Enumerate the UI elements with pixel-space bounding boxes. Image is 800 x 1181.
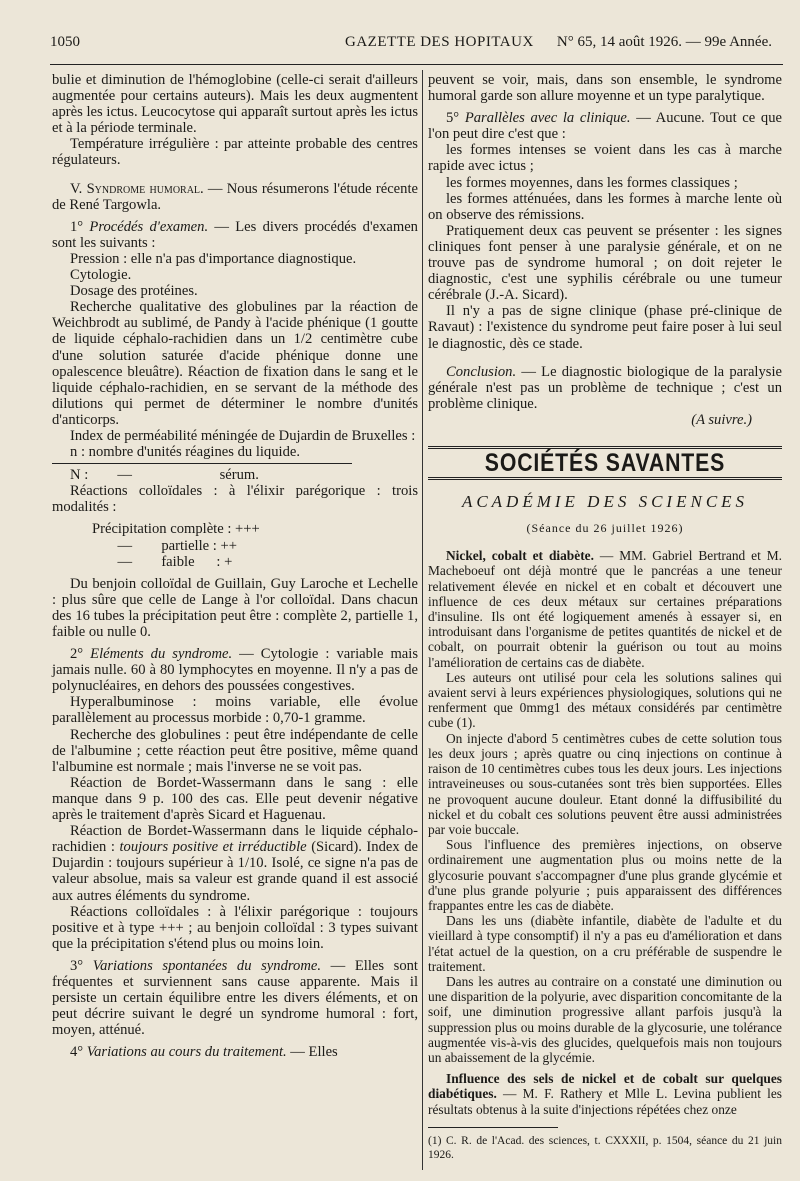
to-be-continued: (A suivre.) <box>691 411 752 428</box>
paragraph: Réactions colloïdales : à l'élixir parégorique : trois modalités : <box>52 483 418 516</box>
subsection-text: — Elles sont fréquentes et surviennent sans cause apparente. Mais il persiste un certain équilibre entre les divers éléments, et on peut décrire suivant le degré un syndrome humoral : fort, moyen, atténué. <box>52 957 418 1039</box>
right-column <box>428 72 783 1161</box>
header-rule <box>50 64 783 65</box>
subsection-text: — Cytologie : variable mais jamais nulle. 60 à 80 lymphocytes en moyenne. Il n'y a pas de polynucléaires, en dehors des poussées congestives. <box>52 646 419 695</box>
paragraph: Du benjoin colloïdal de Guillain, Guy Laroche et Lechelle : plus sûre que celle de Lange à l'or colloïdal. Dans chacun des 16 tubes la précipitation peut être : complète 2, partielle 1, faible ou nulle 0. <box>52 575 418 640</box>
report-text: — MM. Gabriel Bertrand et M. Macheboeuf ont déjà montré que le pancréas a une teneur relativement élevée en nickel et en cobalt et découvert une influence de ces deux métaux sur certaines préparations d'insuline. Ils ont été logiquement amenés à essayer si, en introduisant dans l'organisme de petites quantités de nickel et de cobalt, on pourrait obtenir la guérison ou tout au moins l'amélioration de certains cas de diabète. <box>428 548 782 670</box>
paragraph: On injecte d'abord 5 centimètres cubes de cette solution tous les deux jours ; après quatre ou cinq injections on continue à raison de 10 centimètres cubes tous les deux jours. Les injections intraveineuses ou sous-cutanées sont très bien supportées. Elles ne provoquent aucune douleur. Etant donné la diffusibilité du nickel et du cobalt ces solutions peuvent être aussi administrées par voie buccale. <box>428 730 782 837</box>
subsection-text: — Aucune. Tout ce que l'on peut dire c'est que : <box>428 110 783 143</box>
conclusion <box>428 364 782 412</box>
precipitation-row: — partielle : ++ <box>92 537 237 554</box>
subsection-number: 2° <box>70 646 84 663</box>
paragraph: Index de perméabilité méningée de Dujardin de Bruxelles : <box>70 427 416 444</box>
report-body <box>428 548 782 1162</box>
subsection-heading <box>52 219 418 251</box>
paragraph: Hyperalbuminose : moins variable, elle évolue parallèlement au processus morbide : 0,70-1 gramme. <box>52 694 418 727</box>
subsection-heading <box>52 646 418 694</box>
paragraph: Dans les uns (diabète infantile, diabète de l'adulte et du vieillard à type consomptif) il n'y a pas eu d'amélioration et dans l'état actuel de la question, on a cru préférable de suspendre le traitement. <box>428 913 782 974</box>
section-heading <box>52 181 418 213</box>
page-header <box>50 34 780 58</box>
paragraph: les formes atténuées, dans les formes à marche lente où on observe des rémissions. <box>428 190 782 223</box>
paragraph: Dosage des protéines. <box>70 283 198 300</box>
report-text: — M. F. Rathery et Mlle L. Levina publient les résultats obtenus à la suite d'injections répétées chez onze <box>428 1086 782 1117</box>
section-banner-title: SOCIÉTÉS SAVANTES <box>484 448 726 477</box>
precipitation-row: Précipitation complète : +++ <box>92 521 260 538</box>
emphasis: toujours positive et irréductible <box>119 839 307 856</box>
section-number: V. <box>70 180 83 197</box>
subsection-heading <box>52 958 418 1038</box>
paragraph: Il n'y a pas de signe clinique (phase pré-clinique de Ravaut) : l'existence du syndrome peut faire poser à lui seul le diagnostic, dès ce stade. <box>428 303 782 352</box>
formula-numerator: n : nombre d'unités réagines du liquide. <box>70 444 301 461</box>
issue-info: N° 65, 14 août 1926. — 99e Année. <box>556 34 772 50</box>
subsection-title: Parallèles avec la clinique. <box>464 110 631 127</box>
subsection-number: 3° <box>70 957 84 974</box>
text: (Sicard). Index de Dujardin : toujours supérieur à 1/10. Isolé, ce signe n'a pas de valeur absolue, mais sa valeur est grande quand il est associé aux autres éléments du syndrome. <box>52 839 418 904</box>
paragraph: Recherche qualitative des globulines par la réaction de Weichbrodt au sublimé, de Pandy à l'acide phénique (1 goutte de liquide céphalo-rachidien dans un 1/2 centimètre cube d'une solution saturée d'acide phénique donne une opalescence bleuâtre). Réaction de fixation dans le sang et le liquide céphalo-rachidien, en se servant de la méthode des dilutions qui permet de déterminer le nombre d'unités d'anticorps. <box>52 299 418 428</box>
journal-title: GAZETTE DES HOPITAUX <box>345 34 534 50</box>
paragraph: Sous l'influence des premières injections, on observe ordinairement une augmentation plus ou moins nette de la glycosurie pouvant s'accompagner d'une plus grande glycémie et d'une plus grande polyurie ; puis apparaissent des différences frappantes entre les cas de diabète. <box>428 837 782 913</box>
paragraph: les formes intenses se voient dans les cas à marche rapide avec ictus ; <box>428 142 782 175</box>
subsection-title: Variations spontanées du syndrome. <box>92 957 321 974</box>
paragraph <box>52 823 418 903</box>
subsection-heading <box>52 1044 418 1060</box>
section-text: — Nous résumerons l'étude récente de René Targowla. <box>52 180 418 213</box>
subsection-number: 4° <box>70 1044 84 1061</box>
page-number: 1050 <box>50 34 80 50</box>
left-column <box>52 72 418 1151</box>
paragraph: Cytologie. <box>70 267 132 284</box>
paragraph: Réactions colloïdales : à l'élixir parégorique : toujours positive et à type +++ ; au benjoin colloïdal : 3 types suivant que la précipitation s'étend plus ou moins loin. <box>52 903 418 952</box>
subsection-title: Variations au cours du traitement. <box>86 1044 287 1061</box>
paragraph: Pratiquement deux cas peuvent se présenter : les signes cliniques font penser à une paralysie générale, et on ne trouve pas de syndrome humoral ; on doit rejeter le diagnostic, c'est une syphilis cérébrale ou une tumeur cérébrale (J.-A. Sicard). <box>428 222 782 304</box>
subsection-title: Eléments du syndrome. <box>90 646 233 663</box>
paragraph: Dans les autres au contraire on a constaté une diminution ou une disparition de la polyurie, avec disparition concomitante de la soif, une diminution progressive allant parfois jusqu'à la suppression plus ou moins durable de la glycosurie, une tolérance augmentée vis-à-vis des glucides, quelquefois mais non toujours un abaissement de la glycémie. <box>428 973 782 1065</box>
formula-denominator: N : — sérum. <box>70 467 259 484</box>
subsection-number: 5° <box>446 110 460 127</box>
subsection-number: 1° <box>70 218 84 235</box>
subsection-text: — Les divers procédés d'examen sont les suivants : <box>52 218 418 251</box>
footnote-rule <box>428 1127 558 1128</box>
paragraph: Température irrégulière : par atteinte probable des centres régulateurs. <box>52 136 418 169</box>
column-divider <box>422 70 423 1170</box>
precipitation-table <box>52 521 418 569</box>
section-title: Syndrome humoral. <box>86 180 204 197</box>
fraction-bar <box>52 463 352 464</box>
paragraph: Recherche des globulines : peut être indépendante de celle de l'albumine ; cette réaction peut être positive, même quand l'albumine est normale ; mais l'inverse ne se voit pas. <box>52 726 418 775</box>
societes-banner <box>428 446 782 480</box>
paragraph: bulie et diminution de l'hémoglobine (celle-ci serait d'ailleurs augmentée pour certains auteurs). Mais les deux augmentent après les ictus. Leucocytose qui apparaît surtout après les ictus et à la période terminale. <box>52 72 418 137</box>
text: Réaction de Bordet-Wassermann dans le liquide céphalo-rachidien : <box>52 823 418 856</box>
paragraph: Pression : elle n'a pas d'importance diagnostique. <box>70 250 357 267</box>
precipitation-row: — faible : + <box>92 553 233 570</box>
paragraph: Réaction de Bordet-Wassermann dans le sang : elle manque dans 9 p. 100 des cas. Elle peut devenir négative après le traitement d'après Sicard et Haguenau. <box>52 774 418 824</box>
subsection-heading <box>428 110 782 142</box>
report-title: Influence des sels de nickel et de cobalt sur quelques diabétiques. <box>428 1071 782 1102</box>
paragraph <box>428 548 782 670</box>
seance-date: (Séance du 26 juillet 1926) <box>526 521 684 536</box>
report-title: Nickel, cobalt et diabète. <box>446 548 594 564</box>
paragraph: les formes moyennes, dans les formes classiques ; <box>446 174 738 191</box>
conclusion-title: Conclusion. <box>446 363 517 380</box>
paragraph: Les auteurs ont utilisé pour cela les solutions salines qui avaient servi à leurs expériences physiologiques, solutions qui ne renferment que 0mmg1 des métaux considérés par centimètre cube (1). <box>428 669 782 731</box>
paragraph <box>428 1071 782 1117</box>
subsection-title: Procédés d'examen. <box>89 218 209 235</box>
academie-heading: ACADÉMIE DES SCIENCES <box>461 492 749 512</box>
subsection-text: — Elles <box>286 1044 338 1061</box>
conclusion-text: — Le diagnostic biologique de la paralysie générale n'est pas un problème de technique ; c'est un problème clinique. <box>428 363 782 412</box>
footnote: (1) C. R. de l'Acad. des sciences, t. CXXXII, p. 1504, séance du 21 juin 1926. <box>428 1134 782 1161</box>
paragraph: peuvent se voir, mais, dans son ensemble, le syndrome humoral garde son allure moyenne et un type paralytique. <box>428 72 782 105</box>
